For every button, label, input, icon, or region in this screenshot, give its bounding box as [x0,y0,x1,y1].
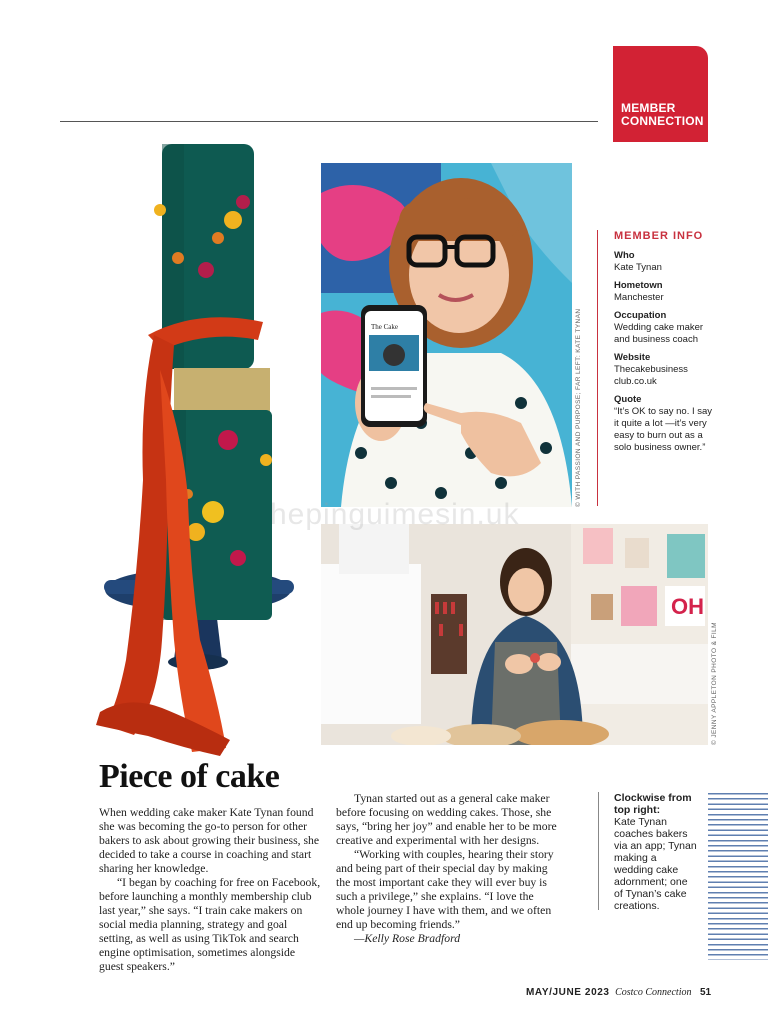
paragraph: “Working with couples, hearing their story and being part of their special day by making the most important cake they will ever buy is such a privilege,” she explains. “I love the whole journey I have with them, and we often end up becoming friends.” [336,848,554,931]
info-value: “It’s OK to say no. I say it quite a lot —it’s very easy to burn out as a solo business owner.” [614,406,713,453]
photo1-credit: © WITH PASSION AND PURPOSE; FAR LEFT: KATE TYNAN [575,308,582,507]
paragraph: “I began by coaching for free on Facebook, before launching a monthly membership club last year,” she says. “I train cake makers on social media planning, strategy and goal setting, as well as using TikTok and search engine optimisation, sometimes alongside guest speakers.” [99,876,321,973]
info-label: Hometown [614,280,663,291]
photo-caption [598,792,698,910]
info-label: Quote [614,394,642,405]
info-value: Wedding cake maker and business coach [614,322,704,345]
magazine-name: Costco Connection [615,987,692,998]
badge-line-2: CONNECTION [621,114,704,128]
kate-tynan-studio-photo [321,524,708,745]
info-label: Website [614,352,651,363]
paragraph: Tynan started out as a general cake maker before focusing on wedding cakes. Those, she says, “bring her joy” and enable her to be more creative and experimental with her designs. [336,792,557,847]
wall-sign-text: OH [671,594,704,619]
info-occupation [614,310,718,346]
kate-tynan-phone-photo [321,163,572,507]
cake-photo [88,140,318,760]
info-value: Thecakebusiness club.co.uk [614,364,688,387]
app-brand-text: The Cake [371,323,399,331]
photo2-credit: © JENNY APPLETON PHOTO & FILM [711,622,718,745]
decorative-stripes [708,793,768,960]
watermark: hepinguimesin.uk [270,498,520,531]
paragraph: When wedding cake maker Kate Tynan found she was becoming the go-to person for other bakers to ask about growing their business, she decided to take a course in coaching and start sharing her knowledge. [99,806,320,875]
article-headline: Piece of cake [99,758,280,795]
info-website [614,352,718,388]
issue-date: MAY/JUNE 2023 [526,987,610,998]
caption-text: Kate Tynan coaches bakers via an app; Tynan making a wedding cake adornment; one of Tynan’s cake creations. [614,816,697,912]
member-info-sidebar [597,230,718,506]
info-label: Who [614,250,635,261]
info-hometown [614,280,718,304]
page-number: 51 [699,987,712,998]
info-label: Occupation [614,310,667,321]
caption-lead: Clockwise from top right: [614,792,692,816]
page-footer [526,987,711,998]
top-rule [60,121,598,122]
app-cover-text: The Slice [377,375,404,383]
article-column-2 [336,792,558,946]
badge-line-1: MEMBER [621,101,676,115]
member-connection-badge [613,46,708,142]
info-quote [614,394,718,454]
info-value: Kate Tynan [614,262,662,273]
byline: —Kelly Rose Bradford [354,932,461,945]
info-who [614,250,718,274]
sidebar-title: MEMBER INFO [614,230,704,242]
article-column-1 [99,806,321,974]
info-value: Manchester [614,292,664,303]
